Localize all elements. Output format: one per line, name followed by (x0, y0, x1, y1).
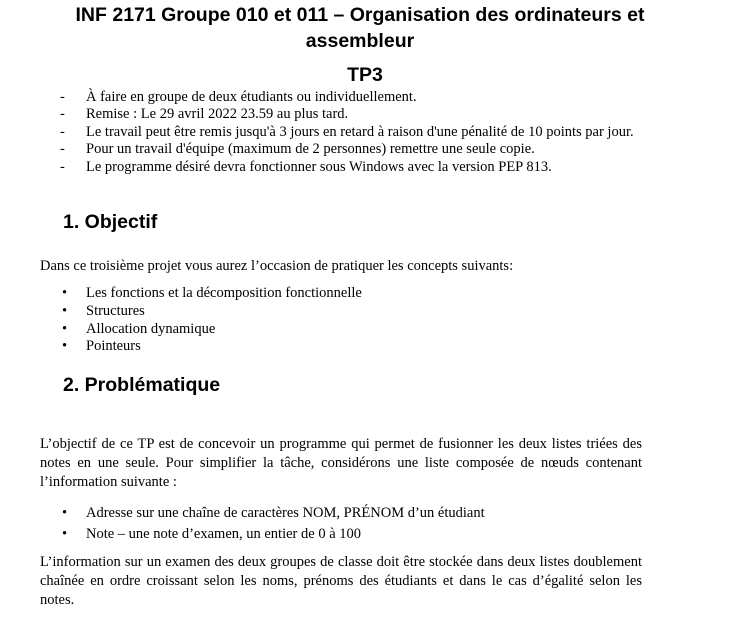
list-item: • Adresse sur une chaîne de caractères NOM, PRÉNOM d’un étudiant (62, 503, 662, 524)
list-item: • Pointeurs (62, 338, 662, 356)
list-item: - Le travail peut être remis jusqu'à 3 jours en retard à raison d'une pénalité de 10 points par jour. (60, 124, 660, 141)
assignment-label: TP3 (347, 64, 383, 86)
section-heading-problematique: 2. Problématique (63, 374, 221, 396)
instructions-list (60, 89, 660, 176)
list-item: - Remise : Le 29 avril 2022 23.59 au plus tard. (60, 106, 660, 123)
section-heading-objectif: 1. Objectif (63, 211, 158, 233)
list-item: • Les fonctions et la décomposition fonctionnelle (62, 285, 662, 303)
section-intro: Dans ce troisième projet vous aurez l’occasion de pratiquer les concepts suivants: (40, 258, 514, 274)
document-title: INF 2171 Groupe 010 et 011 – Organisation des ordinateurs et assembleur (75, 4, 645, 52)
storage-paragraph: L’information sur un examen des deux groupes de classe doit être stockée dans deux listes doublement chaînée en ordre croissant selon les noms, prénoms des étudiants et dans le cas d’égalité selon les notes. (40, 554, 642, 608)
list-item: - À faire en groupe de deux étudiants ou individuellement. (60, 89, 660, 106)
list-item: • Structures (62, 303, 662, 321)
list-item: • Allocation dynamique (62, 321, 662, 339)
node-fields-list (62, 503, 662, 545)
concepts-list (62, 285, 662, 356)
list-item: • Note – une note d’examen, un entier de 0 à 100 (62, 524, 662, 545)
problem-paragraph: L’objectif de ce TP est de concevoir un programme qui permet de fusionner les deux listes triées des notes en une seule. Pour simplifier la tâche, considérons une liste composée de nœuds contenant l’information suivante : (40, 436, 642, 490)
list-item: - Le programme désiré devra fonctionner sous Windows avec la version PEP 813. (60, 159, 660, 176)
list-item: - Pour un travail d'équipe (maximum de 2 personnes) remettre une seule copie. (60, 141, 660, 158)
